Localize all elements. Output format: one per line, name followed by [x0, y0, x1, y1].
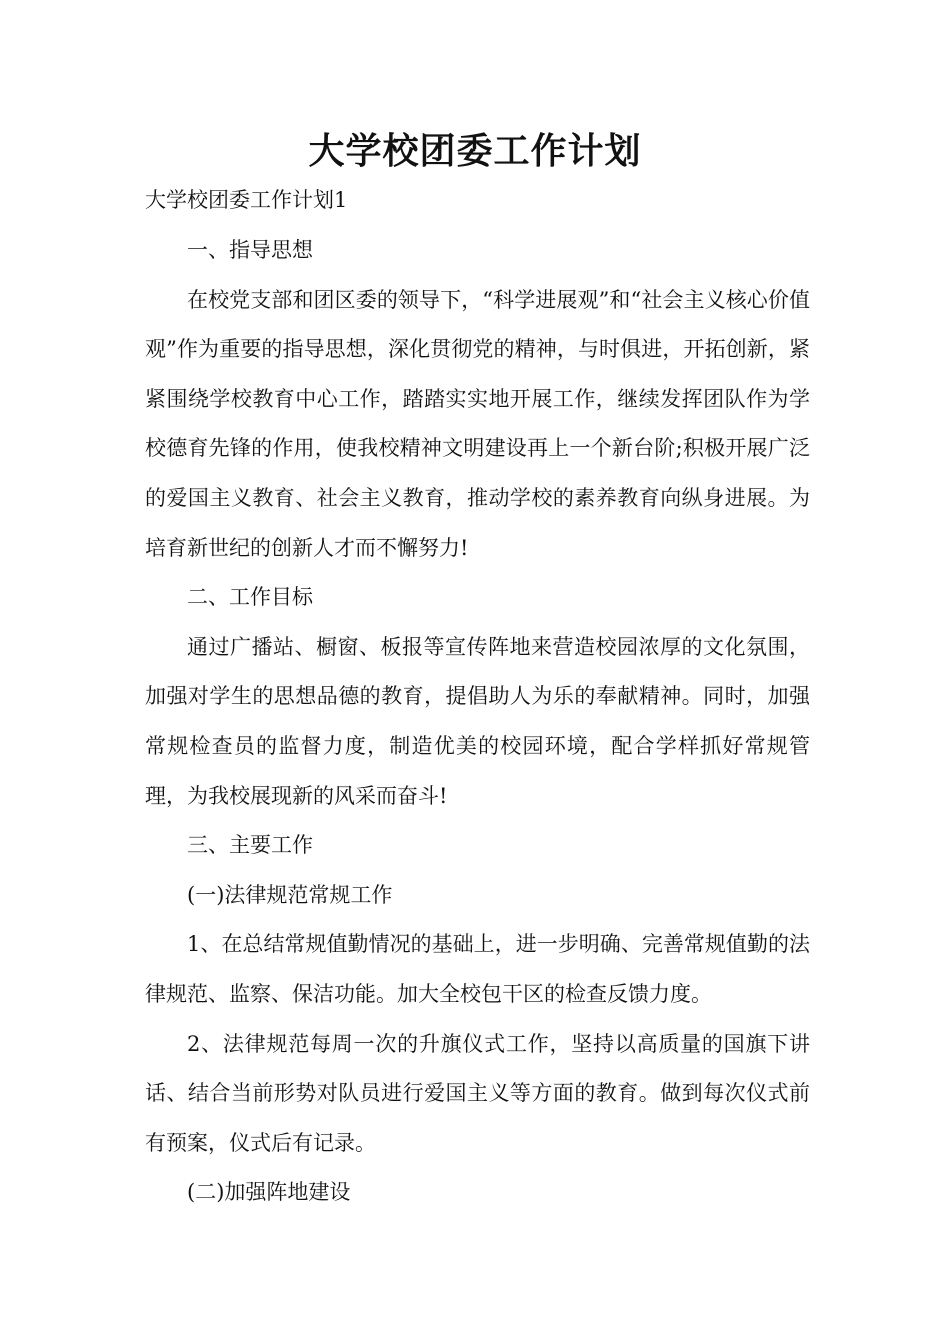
list-item-2: 2、法律规范每周一次的升旗仪式工作，坚持以高质量的国旗下讲话、结合当前形势对队员进行爱国主义等方面的教育。做到每次仪式前有预案，仪式后有记录。	[145, 1031, 810, 1155]
paragraph-work-goals: 通过广播站、橱窗、板报等宣传阵地来营造校园浓厚的文化氛围，加强对学生的思想品德的教育，提倡助人为乐的奉献精神。同时，加强常规检查员的监督力度，制造优美的校园环境，配合学样抓好常规管理，为我校展现新的风采而奋斗!	[145, 634, 810, 808]
document-body	[145, 226, 810, 1218]
section-heading-work-goals: 二、工作目标	[187, 585, 313, 610]
document-subtitle: 大学校团委工作计划1	[145, 188, 348, 212]
list-item-1: 1、在总结常规值勤情况的基础上，进一步明确、完善常规值勤的法律规范、监察、保洁功能。加大全校包干区的检查反馈力度。	[145, 932, 810, 1006]
section-heading-main-work: 三、主要工作	[187, 833, 313, 858]
subsection-heading-position-building: (二)加强阵地建设	[187, 1180, 351, 1205]
subsection-heading-routine-work: (一)法律规范常规工作	[187, 882, 393, 907]
section-heading-guiding-ideology: 一、指导思想	[187, 238, 313, 262]
paragraph-guiding-ideology: 在校党支部和团区委的领导下，“科学进展观”和“社会主义核心价值观”作为重要的指导思想，深化贯彻党的精神，与时俱进，开拓创新，紧紧围绕学校教育中心工作，踏踏实实地开展工作，继续发挥团队作为学校德育先锋的作用，使我校精神文明建设再上一个新台阶;积极开展广泛的爱国主义教育、社会主义教育，推动学校的素养教育向纵身进展。为培育新世纪的创新人才而不懈努力!	[145, 287, 810, 560]
document-title: 大学校团委工作计划	[308, 131, 642, 172]
